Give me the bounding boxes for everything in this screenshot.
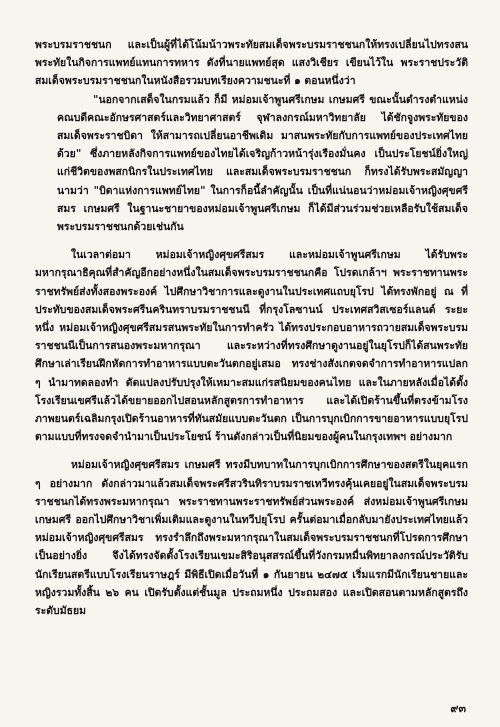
paragraph-intro: พระบรมราชชนก และเป็นผู้ที่ได้โน้มน้าวพระทัยสมเด็จพระบรมราชชนกให้ทรงเปลี่ยนไปทรงสนพระทัยในกิจการแพทย์แทนการทหาร ดังที่นายแพทย์สุด แสงวิเชียร เขียนไว้ใน พระราชประวัติสมเด็จพระบรมราชชนกในหนังสือรวมบทเรียงความชนะที่ ๑ ตอนหนึ่งว่า [35, 39, 468, 88]
page-number: ๙๓ [450, 702, 466, 715]
document-page [35, 36, 468, 716]
paragraph-europe-study: ในเวลาต่อมา หม่อมเจ้าหญิงศุขศรีสมร และหม่อมเจ้าพูนศรีเกษม ได้รับพระมหากรุณาธิคุณที่สำคัญอีกอย่างหนึ่งในสมเด็จพระบรมราชชนกคือ โปรดเกล้าฯ พระราชทานพระราชทรัพย์ส่งทั้งสองพระองค์ ไปศึกษาวิชาการและดูงานในประเทศแถบยุโรป ได้ทรงพักอยู่ ณ ที่ประทับของสมเด็จพระศรีนครินทราบรมราชชนนี ที่กรุงโลซานน์ ประเทศสวิสเซอร์แลนด์ ระยะหนึ่ง หม่อมเจ้าหญิงศุขศรีสมรสนพระทัยในการทำครัว ได้ทรงประกอบอาหารถวายสมเด็จพระบรมราชชนนีเป็นการสนองพระมหากรุณา และระหว่างที่ทรงศึกษาดูงานอยู่ในยุโรปก็ได้สนพระทัยศึกษาเล่าเรียนฝึกหัดการทำอาหารแบบตะวันตกอยู่เสมอ ทรงช่างสังเกตจดจำการทำอาหารแปลก ๆ นำมาทดลองทำ ดัดแปลงปรับปรุงให้เหมาะสมแก่รสนิยมของคนไทย และในภายหลังเมื่อได้ตั้งโรงเรียนเขศรีแล้วได้ขยายออกไปสอนหลักสูตรการทำอาหาร และได้เปิดร้านขึ้นที่ตรงข้ามโรงภาพยนตร์เฉลิมกรุงเปิดร้านอาหารที่ทันสมัยแบบตะวันตก เป็นการบุกเบิกการขายอาหารแบบยุโรปตามแบบที่ทรงจดจำนำมาเป็นประโยชน์ ร้านดังกล่าวเป็นที่นิยมของผู้คนในกรุงเทพฯ อย่างมาก [35, 249, 468, 444]
paragraph-quote: "นอกจากเสด็จในกรมแล้ว ก็มี หม่อมเจ้าพูนศรีเกษม เกษมศรี ขณะนั้นดำรงตำแหน่งคณบดีคณะอักษรศาสตร์และวิทยาศาสตร์ จุฬาลงกรณ์มหาวิทยาลัย ได้ชักจูงพระทัยของสมเด็จพระราชบิดา ให้สามารถเปลี่ยนอาชีพเดิม มาสนพระทัยกับการแพทย์ของประเทศไทยด้วย" ซึ่งภายหลังกิจการแพทย์ของไทยได้เจริญก้าวหน้ารุ่งเรืองมั่นคง เป็นประโยชน์ยิ่งใหญ่แก่ชีวิตของพสกนิกรในประเทศไทย และสมเด็จพระบรมราชชนก ก็ทรงได้รับพระสมัญญานามว่า "บิดาแห่งการแพทย์ไทย" ในการก็อนี้ลำคัญนั้น เป็นที่แน่นอนว่าหม่อมเจ้าหญิงศุขศรีสมร เกษมศรี ในฐานะชายาของหม่อมเจ้าพูนศรีเกษม ก็ได้มีส่วนร่วมช่วยเหลือรับใช้สมเด็จพระบรมราชชนกด้วยเช่นกัน [57, 93, 468, 234]
paragraph-womens-education: หม่อมเจ้าหญิงศุขศรีสมร เกษมศรี ทรงมีบทบาทในการบุกเบิกการศึกษาของสตรีในยุคแรก ๆ อย่างมาก ดังกล่าวมาแล้วสมเด็จพระศรีสวรินทิราบรมราชเทวีทรงคุ้นเคยอยู่ในสมเด็จพระบรมราชชนกได้ทรงพระมหากรุณา พระราชทานพระราชทรัพย์ส่วนพระองค์ ส่งหม่อมเจ้าพูนศรีเกษมเกษมศรี ออกไปศึกษาวิชาเพิ่มเติมและดูงานในทวีปยุโรป ครั้นต่อมาเมื่อกลับมายังประเทศไทยแล้วหม่อมเจ้าหญิงศุขศรีสมร ทรงรำลึกถึงพระมหากรุณาในสมเด็จพระบรมราชชนกที่โปรดการศึกษาเป็นอย่างยิ่ง จึงได้ทรงจัดตั้งโรงเรียนเขมะสิริอนุสสรณ์ขึ้นที่วังกรมหมื่นพิทยาลงกรณ์ประวัติรับนักเรียนสตรีแบบโรงเรียนราษฎร์ มีพิธีเปิดเมื่อวันที่ ๑ กันยายน ๒๔๗๕ เริ่มแรกมีนักเรียนชายและหญิงรวมทั้งสิ้น ๒๖ คน เปิดรับตั้งแต่ชั้นมูล ประถมหนึ่ง ประถมสอง และเปิดสอนตามหลักสูตรถึงระดับมัธยม [35, 459, 468, 618]
